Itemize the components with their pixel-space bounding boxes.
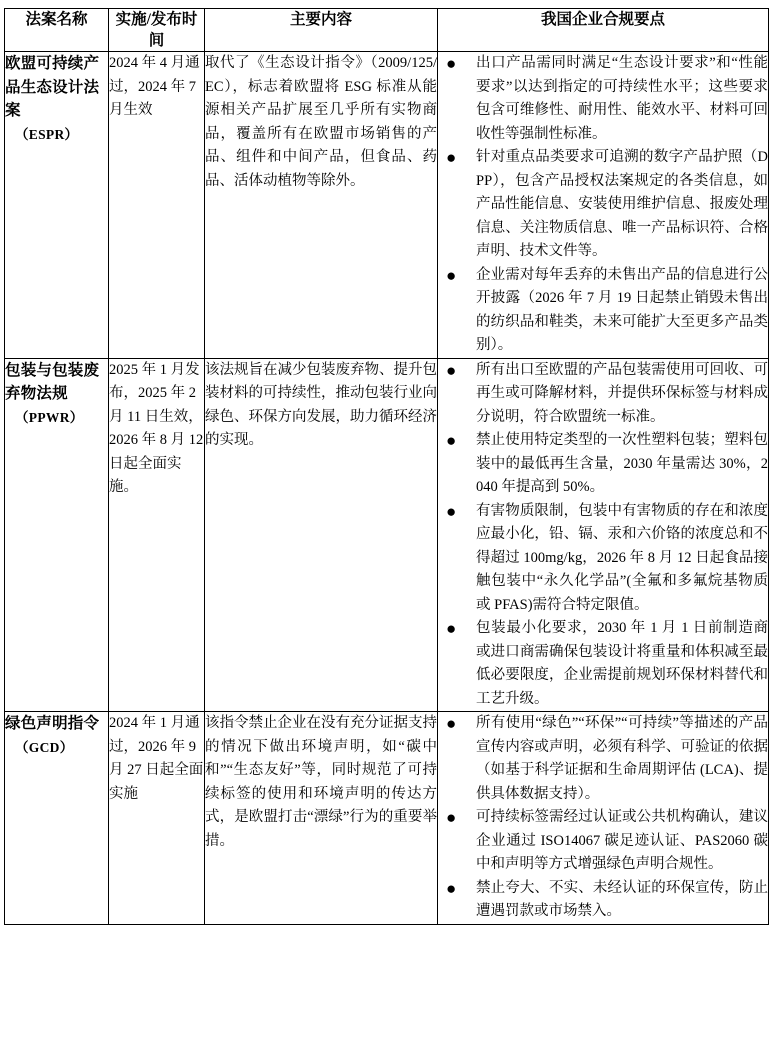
cell-compliance-points [438, 712, 769, 925]
list-item [438, 806, 768, 877]
list-item [438, 264, 768, 358]
list-item-text: 禁止夸大、不实、未经认证的环保宣传，防止遭遇罚款或市场禁入。 [476, 879, 768, 919]
cell-main-content: 该指令禁止企业在没有充分证据支持的情况下做出环境声明，如“碳中和”“生态友好”等，同时规范了可持续标签的使用和环境声明的传达方式，是欧盟打击“漂绿”行为的重要举措。 [205, 712, 438, 925]
cell-compliance-points [438, 52, 769, 359]
cell-main-content: 该法规旨在减少包装废弃物、提升包装材料的可持续性，推动包装行业向绿色、环保方向发展，助力循环经济的实现。 [205, 358, 438, 712]
column-header-main-content: 主要内容 [205, 9, 438, 52]
law-name-text: 绿色声明指令 [5, 715, 100, 732]
cell-date: 2025 年 1 月发布，2025 年 2 月 11 日生效，2026 年 8 月 12 日起全面实施。 [109, 358, 205, 712]
cell-law-name [5, 358, 109, 712]
list-item-text: 所有出口至欧盟的产品包装需使用可回收、可再生或可降解材料，并提供环保标签与材料成分说明，符合欧盟统一标准。 [476, 361, 768, 425]
list-item-text: 包装最小化要求，2030 年 1 月 1 日前制造商或进口商需确保包装设计将重量和体积减至最低必要限度，企业需提前规划环保材料替代和工艺升级。 [476, 620, 768, 707]
table-row [5, 52, 769, 359]
list-item [438, 52, 768, 146]
bullet-icon: ● [446, 148, 457, 167]
table-header-row [5, 9, 769, 52]
bullet-icon: ● [446, 265, 457, 285]
list-item-text: 出口产品需同时满足“生态设计要求”和“性能要求”以达到指定的可持续性水平；这些要求包含可维修性、耐用性、能效水平、材料可回收性等强制性标准。 [476, 55, 768, 142]
bullet-icon: ● [446, 714, 457, 733]
list-item [438, 359, 768, 430]
table-body [5, 52, 769, 925]
list-item [438, 877, 768, 924]
cell-main-content: 取代了《生态设计指令》（2009/125/EC），标志着欧盟将 ESG 标准从能源相关产品扩展至几乎所有实物商品，覆盖所有在欧盟市场销售的产品、组件和中间产品，但食品、药品、活体动植物等除外。 [205, 52, 438, 359]
cell-date: 2024 年 4 月通过，2024 年 7 月生效 [109, 52, 205, 359]
list-item-text: 所有使用“绿色”“环保”“可持续”等描述的产品宣传内容或声明，必须有科学、可验证的依据（如基于科学证据和生命周期评估 (LCA)、提供具体数据支持）。 [476, 715, 768, 802]
cell-law-name [5, 712, 109, 925]
list-item [438, 146, 768, 264]
list-item-text: 禁止使用特定类型的一次性塑料包装；塑料包装中的最低再生含量，2030 年量需达 30%，2040 年提高到 50%。 [476, 432, 768, 495]
list-item [438, 617, 768, 711]
law-name-text: 包装与包装废弃物法规 [5, 361, 100, 402]
column-header-compliance-points: 我国企业合规要点 [438, 9, 769, 52]
law-abbreviation: （ESPR） [15, 126, 79, 142]
law-abbreviation: （GCD） [15, 739, 74, 755]
list-item [438, 429, 768, 500]
compliance-bullet-list [438, 712, 768, 924]
bullet-icon: ● [446, 808, 457, 827]
list-item-text: 针对重点品类要求可追溯的数字产品护照（DPP），包含产品授权法案规定的各类信息，如产品性能信息、安装使用维护信息、报废处理信息、关注物质信息、唯一产品标识符、合格声明、技术文件等。 [476, 149, 768, 259]
table-row [5, 712, 769, 925]
list-item [438, 712, 768, 806]
bullet-icon: ● [446, 878, 457, 898]
table-header [5, 9, 769, 52]
list-item-text: 企业需对每年丢弃的未售出产品的信息进行公开披露（2026 年 7 月 19 日起禁止销毁未售出的纺织品和鞋类，未来可能扩大至更多产品类别）。 [476, 266, 768, 353]
table-row [5, 358, 769, 712]
compliance-bullet-list [438, 359, 768, 712]
document-page [0, 8, 773, 1048]
cell-law-name [5, 52, 109, 359]
cell-compliance-points [438, 358, 769, 712]
list-item-text: 可持续标签需经过认证或公共机构确认，建议企业通过 ISO14067 碳足迹认证、PAS2060 碳中和声明等方式增强绿色声明合规性。 [476, 809, 768, 872]
eu-regulation-table [4, 8, 769, 925]
list-item [438, 500, 768, 618]
law-abbreviation: （PPWR） [15, 409, 84, 425]
law-name-text: 欧盟可持续产品生态设计法案 [5, 55, 100, 119]
bullet-icon: ● [446, 619, 457, 638]
list-item-text: 有害物质限制，包装中有害物质的存在和浓度应最小化，铅、镉、汞和六价铬的浓度总和不得超过 100mg/kg，2026 年 8 月 12 日起食品接触包装中“永久化学品”(全氟和多氟烷基物质或 PFAS)需符合特定限值。 [476, 502, 768, 613]
bullet-icon: ● [446, 501, 457, 521]
compliance-bullet-list [438, 52, 768, 358]
bullet-icon: ● [446, 54, 457, 73]
bullet-icon: ● [446, 431, 457, 450]
bullet-icon: ● [446, 360, 457, 380]
column-header-law-name: 法案名称 [5, 9, 109, 52]
cell-date: 2024 年 1 月通过，2026 年 9 月 27 日起全面实施 [109, 712, 205, 925]
column-header-date: 实施/发布时间 [109, 9, 205, 52]
